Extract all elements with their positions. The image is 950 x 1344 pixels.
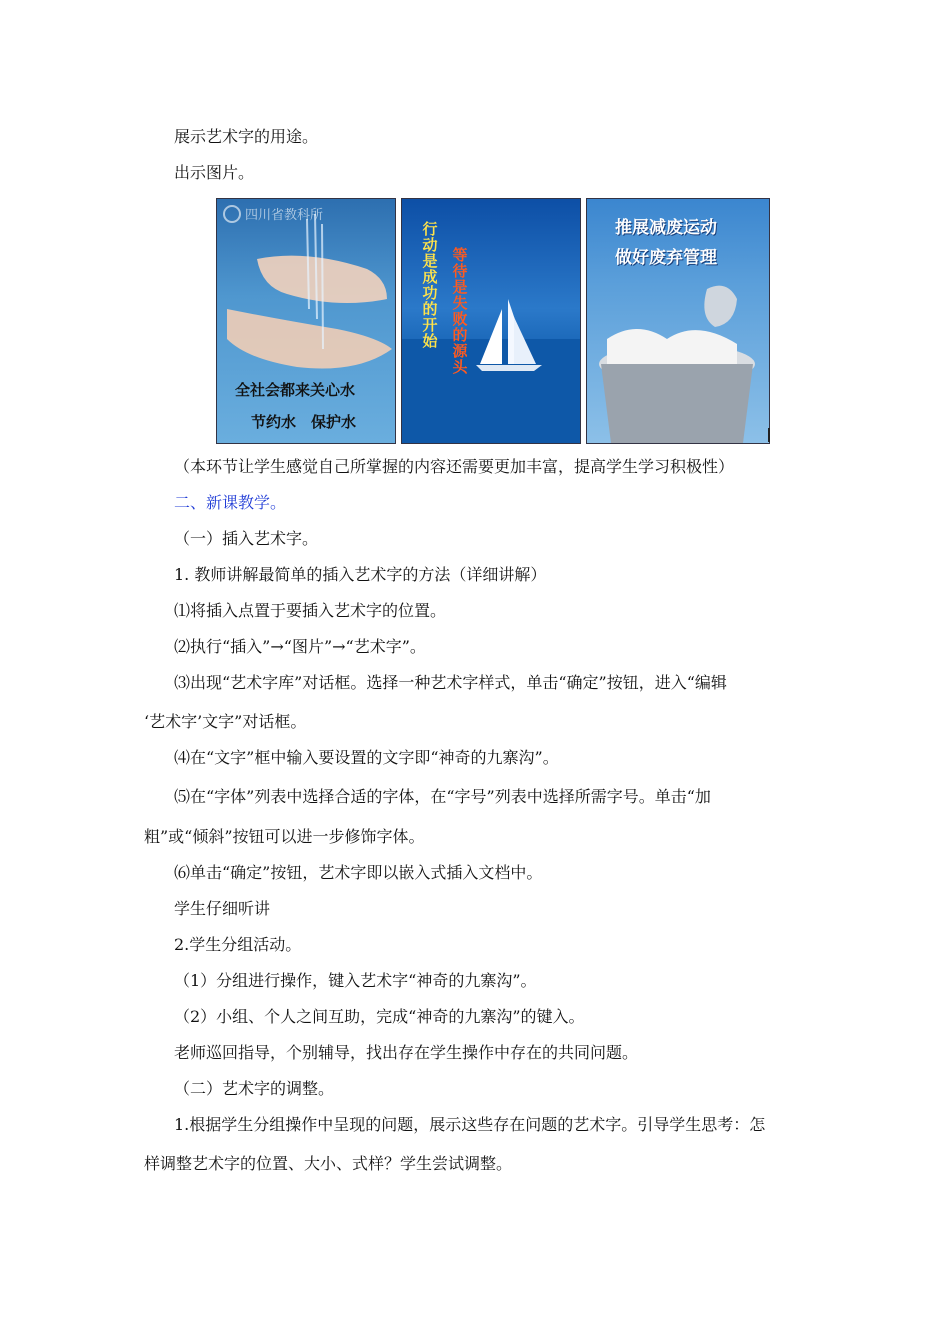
text-line: 学生仔细听讲	[174, 899, 271, 918]
text-line: （2）小组、个人之间互助，完成“神奇的九寨沟”的键入。	[174, 1007, 585, 1026]
text-line: （一）插入艺术字。	[174, 529, 319, 548]
section-heading: 二、新课教学。	[174, 493, 287, 512]
text-line: （二）艺术字的调整。	[174, 1079, 335, 1098]
text-line: 样调整艺术字的位置、大小、式样？学生尝试调整。	[144, 1154, 513, 1173]
poster-text: 推展减废运动	[615, 218, 717, 238]
text-line: 1. 教师讲解最简单的插入艺术字的方法（详细讲解）	[174, 565, 547, 584]
poster-save-water	[216, 198, 396, 444]
posters-image	[216, 198, 770, 444]
text-line: 2.学生分组活动。	[174, 935, 302, 954]
text-line: 老师巡回指导，个别辅导，找出存在学生操作中存在的共同问题。	[174, 1043, 639, 1062]
text-line: 1.根据学生分组操作中呈现的问题，展示这些存在问题的艺术字。引导学生思考：怎	[174, 1115, 766, 1134]
text-line: ⑸在“字体”列表中选择合适的字体，在“字号”列表中选择所需字号。单击“加	[174, 787, 711, 806]
text-line: ⑶出现“艺术字库”对话框。选择一种艺术字样式，单击“确定”按钮，进入“编辑	[174, 673, 727, 692]
text-line: （本环节让学生感觉自己所掌握的内容还需要更加丰富，提高学生学习积极性）	[174, 457, 735, 476]
text-line: 出示图片。	[174, 163, 255, 182]
watermark-icon	[223, 205, 241, 223]
poster-waste	[586, 198, 770, 444]
poster-watermark: 四川省教科所	[245, 208, 324, 223]
poster-text: 节约水 保护水	[251, 413, 357, 431]
text-line: ⑴将插入点置于要插入艺术字的位置。	[174, 601, 447, 620]
text-line: ⑵执行“插入”→“图片”→“艺术字”。	[174, 637, 426, 656]
text-line: 粗”或“倾斜”按钮可以进一步修饰字体。	[144, 827, 425, 846]
image-border-mark	[768, 428, 770, 442]
text-line: （1）分组进行操作，键入艺术字“神奇的九寨沟”。	[174, 971, 537, 990]
poster-vertical-text: 行动是成功的开始	[422, 220, 438, 350]
poster-text: 做好废弃管理	[615, 248, 717, 268]
hands-water-illustration	[217, 199, 395, 443]
text-line: ⑹单击“确定”按钮，艺术字即以嵌入式插入文档中。	[174, 863, 543, 882]
poster-vertical-text: 等待是失败的源头	[452, 246, 468, 376]
poster-text: 全社会都来关心水	[235, 381, 356, 399]
poster-action	[401, 198, 581, 444]
text-line: ⑷在“文字”框中输入要设置的文字即“神奇的九寨沟”。	[174, 748, 559, 767]
text-line: 展示艺术字的用途。	[174, 127, 319, 146]
text-line: ‘艺术字’文字”对话框。	[144, 712, 307, 731]
